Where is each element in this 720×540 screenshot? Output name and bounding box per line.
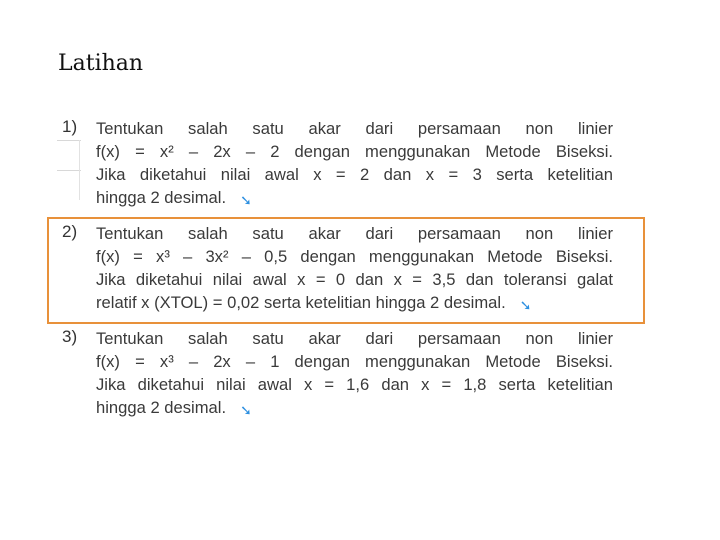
exercise-line: f(x) = x² – 2x – 2 dengan menggunakan Metode Biseksi. xyxy=(96,142,613,161)
exercise-number: 1) xyxy=(62,117,78,136)
exercise-line: Tentukan salah satu akar dari persamaan non linier xyxy=(96,224,613,243)
down-right-arrow-icon: ➘ xyxy=(240,193,252,209)
exercise-line: hingga 2 desimal. xyxy=(96,398,227,417)
slide-title: Latihan xyxy=(58,51,144,76)
exercise-line: f(x) = x³ – 3x² – 0,5 dengan menggunakan Metode Biseksi. xyxy=(96,247,613,266)
exercise-last-line xyxy=(96,186,613,211)
exercise-line: Tentukan salah satu akar dari persamaan non linier xyxy=(96,329,613,348)
exercise-line: Jika diketahui nilai awal x = 1,6 dan x = 1,8 serta ketelitian xyxy=(96,375,613,394)
exercise-line: Tentukan salah satu akar dari persamaan non linier xyxy=(96,119,613,138)
exercise-line: relatif x (XTOL) = 0,02 serta ketelitian hingga 2 desimal. xyxy=(96,293,506,312)
exercise-line: hingga 2 desimal. xyxy=(96,188,227,207)
down-right-arrow-icon: ➘ xyxy=(240,403,252,419)
down-right-arrow-icon: ➘ xyxy=(519,298,532,314)
exercise-last-line xyxy=(96,396,613,421)
exercise-line: Jika diketahui nilai awal x = 2 dan x = 3 serta ketelitian xyxy=(96,165,613,184)
exercise-3 xyxy=(60,327,616,421)
exercise-text xyxy=(96,117,613,211)
exercise-line: Jika diketahui nilai awal x = 0 dan x = 3,5 dan toleransi galat xyxy=(96,270,613,289)
exercise-text xyxy=(96,327,613,421)
exercise-number: 3) xyxy=(62,327,78,346)
highlight-box-exercise-2 xyxy=(47,217,645,324)
exercise-line: f(x) = x³ – 2x – 1 dengan menggunakan Metode Biseksi. xyxy=(96,352,613,371)
exercise-1 xyxy=(60,117,616,211)
exercise-number: 2) xyxy=(62,222,78,241)
